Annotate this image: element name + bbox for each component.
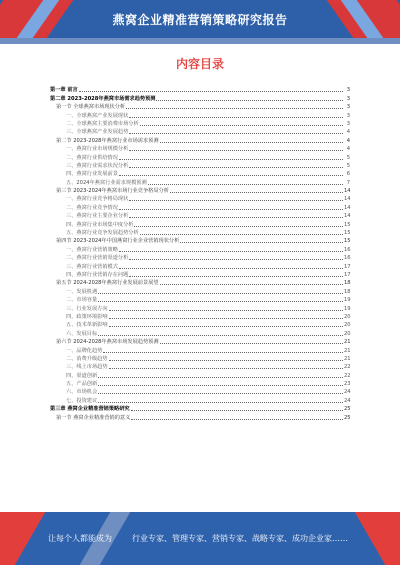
footer-slogan-right: 行业专家、管理专家、营销专家、战略专家、成功企业家…… (132, 534, 348, 543)
toc-entry-text: 三、燕窝行业主要企业分析 (66, 213, 129, 220)
toc-entry[interactable] (50, 254, 350, 262)
toc-leader-dots (180, 241, 343, 243)
toc-leader-dots (119, 267, 343, 269)
toc-page-number: 25 (344, 414, 351, 421)
toc-entry-text: 第一节 全球燕窝市场现状分析 (56, 104, 126, 111)
toc-page-number: 14 (344, 213, 351, 220)
toc-entry[interactable] (50, 162, 350, 170)
toc-entry-text: 第四节 2023-2024年中国燕窝行业企业营销现状分析 (56, 238, 180, 245)
toc-leader-dots (109, 309, 343, 311)
toc-page-number: 4 (346, 129, 350, 136)
toc-page-number: 15 (344, 238, 351, 245)
toc-page-number: 16 (344, 255, 351, 262)
toc-page-number: 3 (346, 112, 350, 119)
toc-entry[interactable] (50, 296, 350, 304)
toc-page-number: 23 (344, 381, 351, 388)
toc-page-number: 25 (344, 406, 351, 413)
toc-entry-text: 第一节 燕窝企业精准营销的意义 (56, 414, 131, 421)
report-header (0, 0, 400, 38)
toc-entry-text: 三、燕窝行业需求状况分析 (66, 162, 129, 169)
toc-page-number: 7 (346, 179, 350, 186)
toc-entry-text: 五、2024年燕窝行业需求规模预测 (66, 179, 147, 186)
toc-page-number: 20 (344, 313, 351, 320)
toc-entry[interactable] (50, 145, 350, 153)
toc-entry-text: 第二章 2023-2028年燕窝市场需求趋势预测 (50, 95, 156, 102)
toc-leader-dots (140, 233, 343, 235)
toc-entry-text: 第二节 2023-2028年燕窝行业市场需求预测 (56, 137, 159, 144)
toc-entry-text: 二、全球燕窝主要消费市场分析 (66, 120, 139, 127)
toc-entry[interactable] (50, 338, 350, 346)
report-title: 燕窝企业精准营销策略研究报告 (112, 13, 288, 27)
toc-entry[interactable] (50, 388, 350, 396)
toc-page-number: 22 (344, 364, 351, 371)
toc-leader-dots (129, 149, 343, 151)
toc-page-number: 15 (344, 221, 351, 228)
toc-page-number: 3 (346, 87, 350, 94)
toc-leader-dots (119, 208, 343, 210)
toc-entry[interactable] (50, 262, 350, 270)
toc-entry[interactable] (50, 94, 350, 102)
toc-leader-dots (129, 116, 343, 118)
toc-entry[interactable] (50, 153, 350, 161)
table-of-contents (50, 86, 350, 422)
toc-leader-dots (140, 124, 343, 126)
toc-entry[interactable] (50, 178, 350, 186)
toc-page-number: 15 (344, 230, 351, 237)
toc-entry[interactable] (50, 396, 350, 404)
toc-page-number: 19 (344, 305, 351, 312)
toc-leader-dots (160, 141, 343, 143)
toc-page-number: 19 (344, 297, 351, 304)
toc-page-number: 16 (344, 246, 351, 253)
toc-entry[interactable] (50, 355, 350, 363)
toc-page-number: 21 (344, 355, 351, 362)
toc-entry[interactable] (50, 329, 350, 337)
toc-leader-dots (103, 351, 343, 353)
toc-leader-dots (170, 191, 343, 193)
toc-page-number: 22 (344, 372, 351, 379)
toc-entry[interactable] (50, 304, 350, 312)
toc-entry-text: 二、燕窝行业供给情况 (66, 154, 118, 161)
toc-leader-dots (134, 225, 343, 227)
toc-heading: 内容目录 (175, 57, 224, 71)
toc-entry-text: 三、燕窝行业营销模式 (66, 263, 118, 270)
toc-entry[interactable] (50, 170, 350, 178)
toc-entry[interactable] (50, 245, 350, 253)
toc-leader-dots (126, 107, 343, 109)
toc-entry-text: 六、市场机会 (66, 389, 98, 396)
toc-entry-text: 四、燕窝行业营销存在问题 (66, 271, 129, 278)
toc-entry[interactable] (50, 86, 350, 94)
toc-page-number: 18 (344, 288, 351, 295)
toc-page-number: 14 (344, 196, 351, 203)
toc-page-number: 24 (344, 397, 351, 404)
report-footer (0, 512, 400, 565)
toc-leader-dots (131, 418, 343, 420)
footer-red-stripe-right (355, 512, 400, 565)
toc-page-number: 14 (344, 204, 351, 211)
toc-page-number: 5 (346, 154, 350, 161)
toc-entry[interactable] (50, 279, 350, 287)
toc-entry-text: 第三章 燕窝企业精准营销策略研究 (50, 406, 130, 413)
toc-leader-dots (119, 174, 343, 176)
toc-leader-dots (98, 334, 343, 336)
toc-entry[interactable] (50, 363, 350, 371)
toc-entry-text: 五、燕窝行业竞争发展趋势分析 (66, 230, 139, 237)
toc-entry-text: 二、消费升级趋势 (66, 355, 108, 362)
toc-entry[interactable] (50, 313, 350, 321)
toc-entry-text: 三、线上市场趋势 (66, 364, 108, 371)
toc-leader-dots (119, 158, 343, 160)
toc-entry[interactable] (50, 237, 350, 245)
toc-leader-dots (109, 317, 343, 319)
toc-entry-text: 三、行业发展方向 (66, 305, 108, 312)
toc-entry-text: 一、发展机遇 (66, 288, 98, 295)
toc-page-number: 3 (346, 104, 350, 111)
toc-entry-text: 一、燕窝行业市场规模分析 (66, 146, 129, 153)
toc-leader-dots (129, 275, 343, 277)
toc-entry[interactable] (50, 195, 350, 203)
toc-page-number: 21 (344, 339, 351, 346)
toc-leader-dots (98, 300, 343, 302)
toc-entry[interactable] (50, 321, 350, 329)
toc-entry[interactable] (50, 413, 350, 421)
toc-entry[interactable] (50, 212, 350, 220)
toc-page-number: 18 (344, 280, 351, 287)
toc-leader-dots (109, 367, 343, 369)
toc-entry-text: 四、政策环境影响 (66, 313, 108, 320)
toc-entry-text: 第五节 2024-2028年燕窝行业发展前景展望 (56, 280, 159, 287)
toc-leader-dots (79, 90, 343, 92)
toc-entry-text: 第三节 2023-2024年燕窝市场行业竞争格局分析 (56, 188, 169, 195)
toc-page-number: 3 (346, 95, 350, 102)
toc-leader-dots (119, 250, 343, 252)
toc-entry[interactable] (50, 229, 350, 237)
toc-entry-text: 一、品牌化趋势 (66, 347, 103, 354)
toc-entry-text: 五、技术革新影响 (66, 322, 108, 329)
toc-leader-dots (129, 132, 343, 134)
toc-page-number: 5 (346, 162, 350, 169)
toc-entry-text: 一、燕窝行业竞争格局现状 (66, 196, 129, 203)
toc-leader-dots (98, 384, 343, 386)
toc-leader-dots (148, 183, 343, 185)
toc-leader-dots (98, 292, 343, 294)
toc-entry-text: 二、燕窝行业营销渠道分析 (66, 255, 129, 262)
toc-page-number: 20 (344, 322, 351, 329)
toc-leader-dots (98, 376, 343, 378)
toc-entry[interactable] (50, 287, 350, 295)
toc-entry[interactable] (50, 203, 350, 211)
toc-entry-text: 第六节 2024-2028年燕窝市场发展趋势预测 (56, 339, 159, 346)
toc-leader-dots (129, 216, 343, 218)
toc-leader-dots (109, 325, 343, 327)
header-band (0, 38, 400, 44)
toc-entry-text: 六、发展目标 (66, 330, 98, 337)
toc-leader-dots (129, 199, 343, 201)
toc-entry[interactable] (50, 136, 350, 144)
toc-entry-text: 一、全球燕窝产业发展现状 (66, 112, 129, 119)
toc-page-number: 4 (346, 137, 350, 144)
toc-entry-text: 四、燕窝行业发展前景 (66, 171, 118, 178)
toc-entry[interactable] (50, 371, 350, 379)
toc-entry-text: 四、渠道创新 (66, 372, 98, 379)
toc-entry-text: 一、燕窝行业营销策略 (66, 246, 118, 253)
toc-leader-dots (109, 359, 343, 361)
toc-page-number: 6 (346, 171, 350, 178)
toc-entry-text: 三、全球燕窝产业发展趋势 (66, 129, 129, 136)
toc-entry-text: 二、燕窝行业竞争情况 (66, 204, 118, 211)
toc-page-number: 14 (344, 188, 351, 195)
toc-entry[interactable] (50, 103, 350, 111)
toc-page-number: 17 (344, 263, 351, 270)
toc-page-number: 24 (344, 389, 351, 396)
toc-entry-text: 二、市场容量 (66, 297, 98, 304)
toc-entry-text: 五、产品创新 (66, 381, 98, 388)
toc-leader-dots (129, 258, 343, 260)
toc-leader-dots (156, 99, 343, 101)
toc-page-number: 21 (344, 347, 351, 354)
toc-leader-dots (98, 401, 343, 403)
toc-leader-dots (131, 409, 343, 411)
toc-leader-dots (160, 342, 343, 344)
toc-entry[interactable] (50, 220, 350, 228)
toc-page-number: 3 (346, 120, 350, 127)
toc-entry-text: 四、燕窝行业市场集中度分析 (66, 221, 134, 228)
footer-slogan-left: 让每个人都能成为 (48, 534, 112, 543)
toc-entry[interactable] (50, 120, 350, 128)
toc-leader-dots (98, 392, 343, 394)
toc-page-number: 20 (344, 330, 351, 337)
footer-red-stripe-left (0, 512, 45, 565)
toc-entry[interactable] (50, 405, 350, 413)
toc-entry[interactable] (50, 128, 350, 136)
toc-leader-dots (160, 283, 343, 285)
toc-entry[interactable] (50, 187, 350, 195)
toc-entry-text: 七、投资建议 (66, 397, 98, 404)
toc-entry[interactable] (50, 346, 350, 354)
toc-entry[interactable] (50, 111, 350, 119)
toc-entry[interactable] (50, 380, 350, 388)
toc-entry[interactable] (50, 271, 350, 279)
toc-page-number: 17 (344, 271, 351, 278)
toc-entry-text: 第一章 前言 (50, 87, 78, 94)
toc-page-number: 4 (346, 146, 350, 153)
toc-leader-dots (129, 166, 343, 168)
